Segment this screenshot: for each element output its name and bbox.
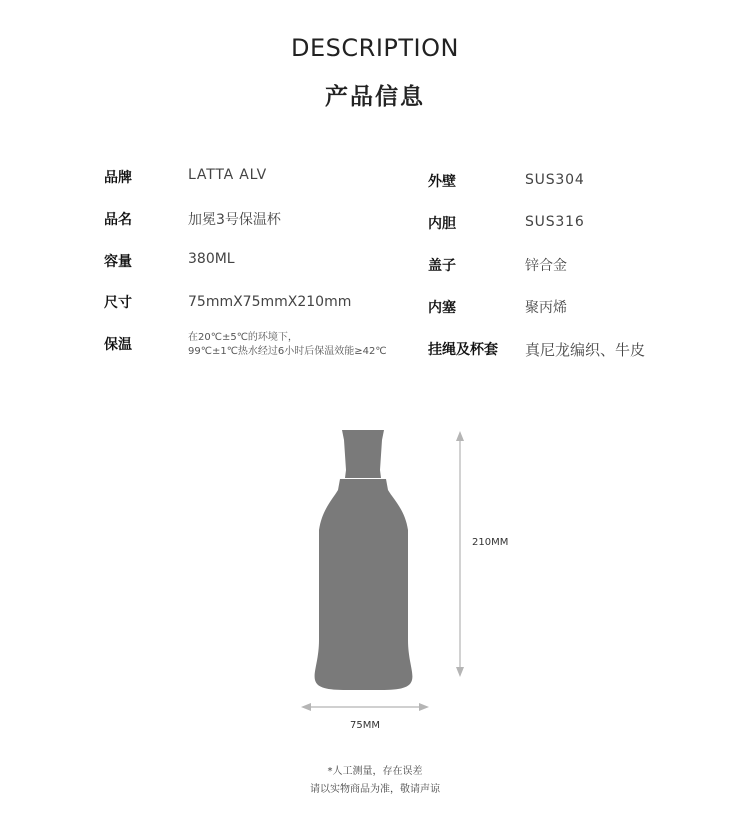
spec-label-inner-liner: 内胆 (428, 216, 456, 232)
spec-value-inner-liner: SUS316 (525, 214, 585, 230)
height-dimension-label: 210MM (472, 537, 509, 548)
spec-value-inner-plug: 聚丙烯 (525, 300, 567, 316)
spec-value-size: 75mmX75mmX210mm (188, 294, 352, 310)
spec-label-brand: 品牌 (104, 170, 132, 186)
spec-label-insulation: 保温 (104, 337, 132, 353)
bottle-body (315, 479, 413, 690)
spec-label-lanyard-sleeve: 挂绳及杯套 (428, 342, 498, 358)
spec-value-insulation-line1: 在20℃±5℃的环境下， (188, 332, 298, 343)
footnote-line2: 请以实物商品为准，敬请声谅 (310, 784, 440, 795)
spec-label-capacity: 容量 (104, 254, 132, 270)
title-english: DESCRIPTION (291, 34, 459, 62)
width-arrow-head-left (301, 703, 311, 711)
spec-value-outer-wall: SUS304 (525, 172, 585, 188)
spec-label-outer-wall: 外壁 (428, 174, 456, 190)
spec-label-size: 尺寸 (104, 295, 132, 311)
spec-value-capacity: 380ML (188, 251, 235, 267)
title-chinese: 产品信息 (325, 84, 425, 110)
spec-value-lid: 锌合金 (525, 258, 567, 274)
spec-value-insulation-line2: 99℃±1℃热水经过6小时后保温效能≥42℃ (188, 346, 387, 357)
spec-value-brand: LATTA ALV (188, 167, 268, 183)
width-arrow-head-right (419, 703, 429, 711)
spec-label-product-name: 品名 (104, 212, 132, 228)
spec-value-lanyard-sleeve: 真尼龙编织、牛皮 (525, 341, 646, 359)
footnote-line1: *人工测量，存在误差 (327, 766, 423, 777)
height-arrow-head-top (456, 431, 464, 441)
spec-label-lid: 盖子 (428, 258, 456, 274)
spec-value-product-name: 加冕3号保温杯 (188, 212, 281, 228)
bottle-cap (342, 430, 384, 478)
spec-label-inner-plug: 内塞 (428, 300, 456, 316)
height-arrow-head-bottom (456, 667, 464, 677)
width-dimension-label: 75MM (350, 720, 380, 731)
